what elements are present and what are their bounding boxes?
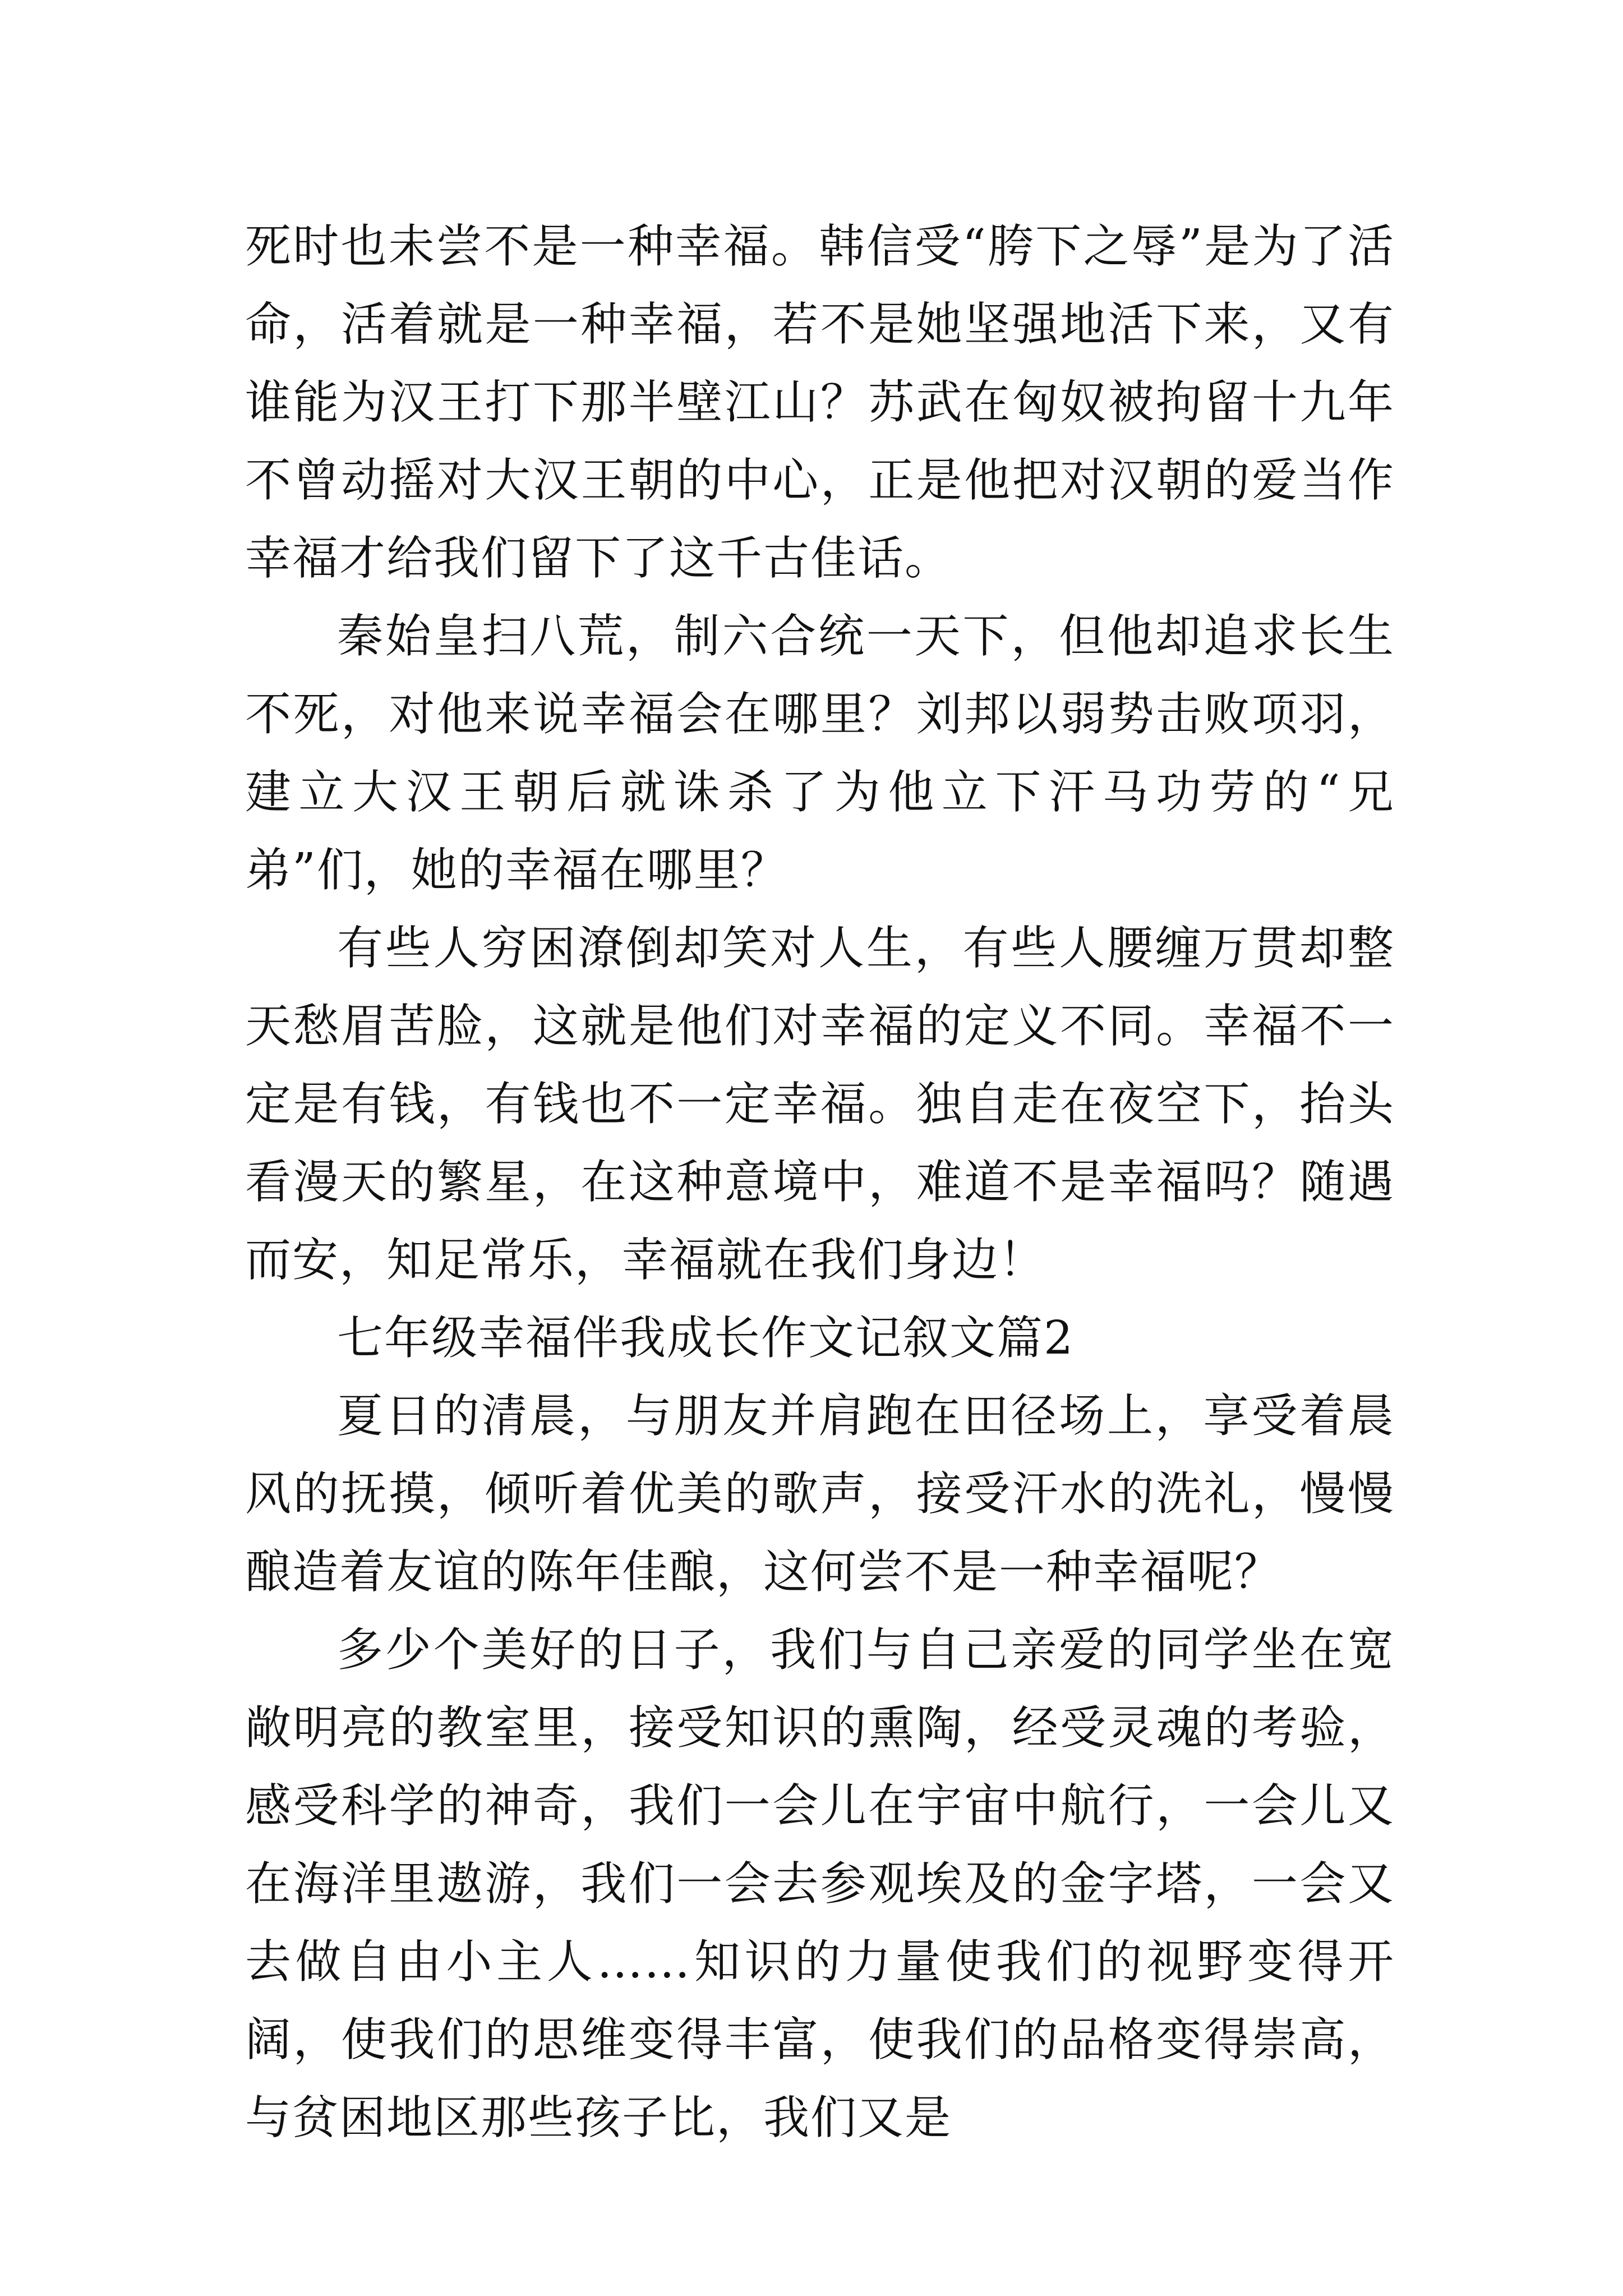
paragraph-3: 有些人穷困潦倒却笑对人生，有些人腰缠万贯却整天愁眉苦脸，这就是他们对幸福的定义不同。幸福不一定是有钱，有钱也不一定幸福。独自走在夜空下，抬头看漫天的繁星，在这种意境中，难道不是幸福吗？随遇而安，知足常乐，幸福就在我们身边！ [245, 922, 1395, 1287]
paragraph-2: 秦始皇扫八荒，制六合统一天下，但他却追求长生不死，对他来说幸福会在哪里？刘邦以弱势击败项羽，建立大汉王朝后就诛杀了为他立下汗马功劳的“兄弟”们，她的幸福在哪里？ [245, 610, 1395, 897]
paragraph-5: 多少个美好的日子，我们与自己亲爱的同学坐在宽敞明亮的教室里，接受知识的熏陶，经受灵魂的考验，感受科学的神奇，我们一会儿在宇宙中航行，一会儿又在海洋里遨游，我们一会去参观埃及的金字塔，一会又去做自由小主人……知识的力量使我们的视野变得开阔，使我们的思维变得丰富，使我们的品格变得崇高，与贫困地区那些孩子比，我们又是 [245, 1623, 1395, 2145]
paragraph-1: 死时也未尝不是一种幸福。韩信受“胯下之辱”是为了活命，活着就是一种幸福，若不是她坚强地活下来，又有谁能为汉王打下那半壁江山？苏武在匈奴被拘留十九年不曾动摇对大汉王朝的中心，正是他把对汉朝的爱当作幸福才给我们留下了这千古佳话。 [245, 220, 1395, 585]
section-heading: 七年级幸福伴我成长作文记叙文篇2 [337, 1312, 1075, 1365]
document-body [245, 208, 1395, 2157]
paragraph-4: 夏日的清晨，与朋友并肩跑在田径场上，享受着晨风的抚摸，倾听着优美的歌声，接受汗水的洗礼，慢慢酿造着友谊的陈年佳酿，这何尝不是一种幸福呢？ [245, 1389, 1395, 1599]
